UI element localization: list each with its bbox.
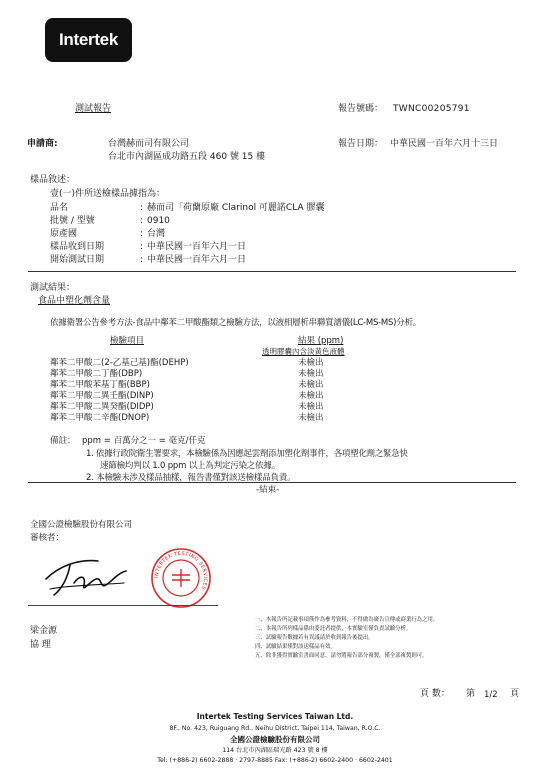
disclaimer-item: 二、本報告所列樣品係由委託者提供，本實驗室僅負責試驗分析。 — [255, 626, 412, 632]
page-label-ordinal: 第 — [466, 689, 476, 699]
sample-intro: 壹(一)件所送檢樣品據指為： — [50, 189, 166, 199]
notes-label: 備註： — [50, 436, 76, 446]
test-item: 鄰苯二甲酸苯基丁酯(BBP) — [50, 380, 150, 390]
disclaimer-item: 四、試驗結果僅對該送樣品有效。 — [255, 644, 336, 650]
test-item: 鄰苯二甲酸二丁酯(DBP) — [50, 369, 143, 379]
column-header-sample: 透明膠囊內含淡黃色液體 — [262, 347, 345, 356]
test-result: 未檢出 — [298, 391, 324, 401]
test-result: 未檢出 — [298, 402, 324, 412]
footer-company-zh: 全國公證檢驗股份有限公司 — [230, 735, 320, 744]
test-item: 鄰苯二甲酸二(2-乙基己基)酯(DEHP) — [50, 358, 189, 368]
disclaimer-item: 三、試驗報告數據若有異議請於收到報告後提出。 — [255, 635, 374, 641]
report-date-label: 報告日期： — [338, 139, 384, 149]
note-2: 2. 本檢驗未涉及樣品抽樣，報告書僅對該送檢樣品負責。 — [86, 473, 296, 483]
note-1-continued: 速篩檢均判以 1.0 ppm 以上為判定污染之依據。 — [100, 461, 280, 471]
applicant-address: 台北市內湖區成功路五段 460 號 15 樓 — [108, 152, 266, 162]
page-number: 1/2 — [484, 690, 498, 700]
sample-row-label: 品名 — [50, 203, 69, 213]
svg-text:INTERTEK TESTING SERVICES: INTERTEK TESTING SERVICES — [153, 550, 209, 591]
sample-row-value: 赫而司「荷蘭原廠 Clarinol 可麗諾CLA 膠囊 — [147, 203, 325, 213]
test-item: 鄰苯二甲酸二辛酯(DNOP) — [50, 413, 150, 423]
reviewer-signature — [40, 555, 130, 600]
logo-text: Intertek — [58, 30, 118, 49]
report-date: 中華民國一百年六月十三日 — [390, 139, 499, 149]
sample-row-label: 樣品收到日期 — [50, 242, 105, 252]
results-subtitle: 食品中塑化劑含量 — [38, 296, 111, 306]
disclaimer-item: 一、本報告所記載事項僅作為參考資料，不得做為廣告宣傳或商業行為之用。 — [255, 617, 439, 623]
sample-row-label: 批號 / 型號 — [50, 216, 95, 226]
sample-row-value: 中華民國一百年六月一日 — [147, 242, 247, 252]
notes-unit: ppm = 百萬分之一 = 毫克/仟克 — [82, 436, 206, 446]
company-seal-stamp — [150, 547, 212, 609]
note-1: 1. 依據行政院衛生署要求，本檢驗係為因應起雲劑添加塑化劑事件，各項塑化劑之緊急快 — [86, 449, 408, 459]
reviewer-label: 審核者： — [30, 533, 65, 543]
page-label-unit: 頁 — [510, 689, 520, 699]
footer-contact: Tel: (+886-2) 6602-2888 · 2797-8885 Fax: (+886-2) 6602-2400 · 6602-2401 — [157, 757, 393, 764]
end-marker: -結束- — [256, 485, 280, 495]
report-number-label: 報告號碼： — [338, 104, 384, 114]
section-divider — [28, 482, 516, 483]
test-item: 鄰苯二甲酸二異壬酯(DINP) — [50, 391, 154, 401]
page-label: 頁 數： — [420, 689, 450, 699]
column-header-item: 檢驗項目 — [110, 336, 145, 346]
applicant-name: 台灣赫而司有限公司 — [108, 139, 190, 149]
results-section-title: 測試結果： — [30, 283, 76, 293]
sample-section-title: 樣品敘述： — [30, 175, 76, 185]
test-result: 未檢出 — [298, 413, 324, 423]
test-method: 依據衛署公告參考方法-食品中鄰苯二甲酸酯類之檢驗方法，以液相層析串聯質譜儀(LC-MS-MS)分析。 — [50, 318, 421, 328]
footer-company-en: Intertek Testing Services Taiwan Ltd. — [196, 712, 354, 721]
signatory-name: 梁金源 — [30, 626, 58, 636]
footer-address-zh: 114 台北市內湖區瑞光路 423 號 8 樓 — [222, 747, 328, 754]
test-result: 未檢出 — [298, 369, 324, 379]
applicant-label: 申請商: — [27, 139, 58, 149]
report-number: TWNC00205791 — [393, 104, 470, 114]
disclaimer-item: 五、除非獲得實驗室書面同意，請勿將報告部分複製，僅全部複製則可。 — [255, 653, 428, 659]
column-header-result: 結果 (ppm) — [298, 336, 344, 346]
intertek-logo — [45, 18, 132, 62]
sample-row-label: 開始測試日期 — [50, 255, 105, 265]
sample-row-label: 原產國 — [50, 229, 78, 239]
testing-company: 全國公證檢驗股份有限公司 — [30, 520, 133, 530]
sample-row-value: 0910 — [147, 216, 170, 226]
footer-address-en: 8F., No. 423, Ruiguang Rd., Neihu District, Taipei 114, Taiwan, R.O.C. — [169, 725, 381, 732]
document-type: 測試報告 — [75, 104, 112, 114]
test-result: 未檢出 — [298, 380, 324, 390]
signature-line — [28, 605, 218, 606]
test-item: 鄰苯二甲酸二異癸酯(DIDP) — [50, 402, 154, 412]
test-result: 未檢出 — [298, 358, 324, 368]
sample-row-value: 台灣 — [147, 229, 166, 239]
sample-row-value: 中華民國一百年六月一日 — [147, 255, 247, 265]
section-divider — [28, 271, 516, 272]
signatory-title: 協 理 — [30, 640, 51, 650]
